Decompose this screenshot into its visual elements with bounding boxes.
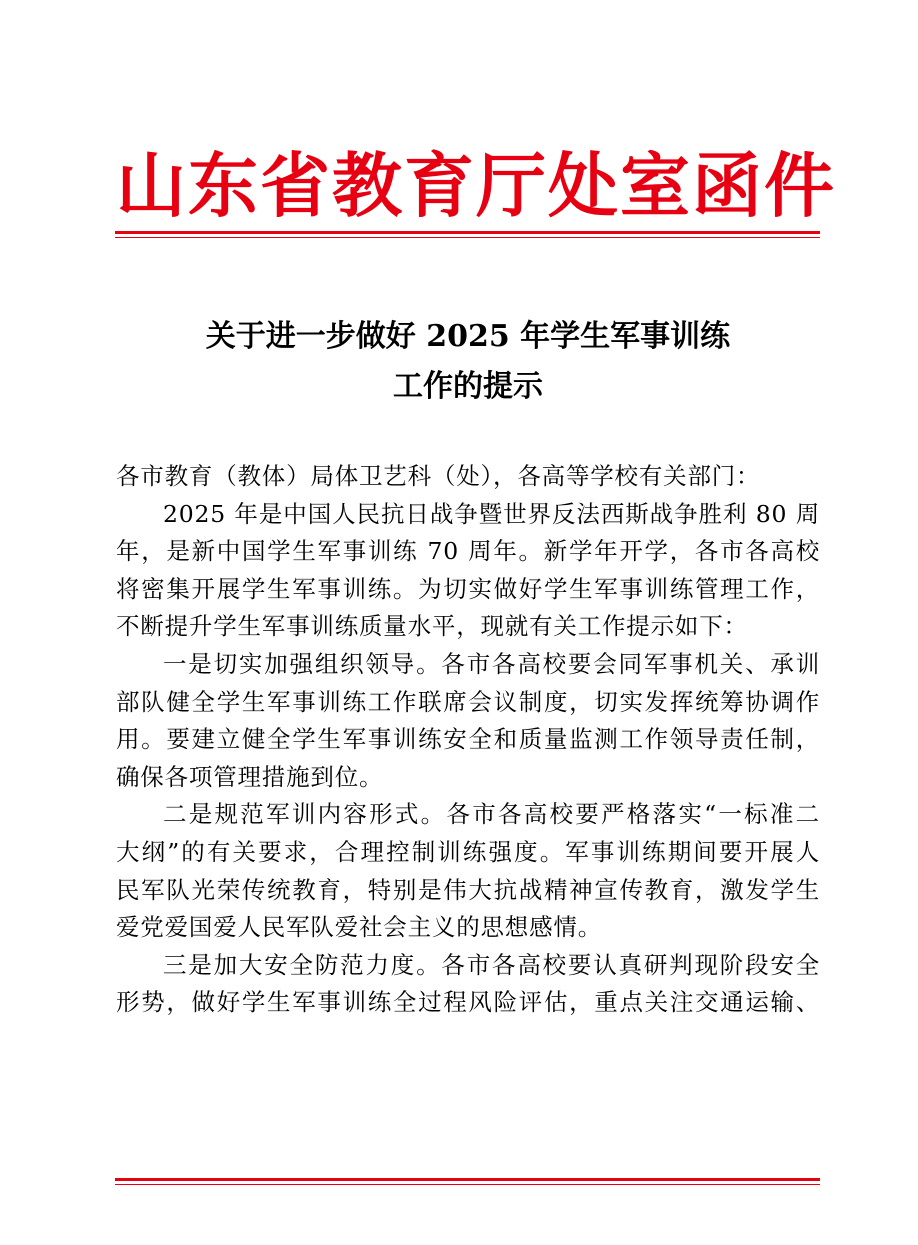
body-line: 大纲”的有关要求，合理控制训练强度。军事训练期间要开展人	[116, 837, 820, 866]
point-text: 各市各高校要严格落实“一标准二	[446, 800, 820, 829]
point-text: 各市各高校要会同军事机关、承训	[441, 649, 820, 678]
body-line: 2025 年是中国人民抗日战争暨世界反法西斯战争胜利 80 周	[163, 499, 820, 528]
point-heading: 一是切实加强组织领导。	[163, 649, 442, 678]
document-title-line: 关于进一步做好 2025 年学生军事训练	[205, 319, 731, 354]
body-line: 爱党爱国爱人民军队爱社会主义的思想感情。	[116, 913, 602, 942]
body-line	[116, 646, 820, 684]
body-line	[116, 796, 820, 834]
body-line: 不断提升学生军事训练质量水平，现就有关工作提示如下：	[116, 612, 748, 641]
document-body	[116, 458, 820, 1022]
body-line: 民军队光荣传统教育，特别是伟大抗战精神宣传教育，激发学生	[116, 875, 820, 904]
body-line: 用。要建立健全学生军事训练安全和质量监测工作领导责任制，	[116, 725, 820, 754]
body-line: 部队健全学生军事训练工作联席会议制度，切实发挥统筹协调作	[116, 687, 820, 716]
footer-divider	[115, 1178, 820, 1185]
point-heading: 三是加大安全防范力度。	[163, 950, 442, 979]
body-line: 将密集开展学生军事训练。为切实做好学生军事训练管理工作，	[116, 574, 820, 603]
body-line: 确保各项管理措施到位。	[116, 762, 384, 791]
body-line: 年，是新中国学生军事训练 70 周年。新学年开学，各市各高校	[116, 537, 820, 566]
body-line: 形势，做好学生军事训练全过程风险评估，重点关注交通运输、	[116, 988, 820, 1017]
masthead-title: 山东省教育厅处室函件	[116, 144, 836, 227]
document-title-line: 工作的提示	[393, 369, 543, 404]
body-line	[116, 947, 820, 985]
masthead-divider	[115, 231, 820, 238]
point-heading: 二是规范军训内容形式。	[163, 800, 447, 829]
point-text: 各市各高校要认真研判现阶段安全	[441, 950, 820, 979]
salutation: 各市教育（教体）局体卫艺科（处），各高等学校有关部门：	[116, 462, 761, 490]
document-title	[116, 312, 820, 412]
